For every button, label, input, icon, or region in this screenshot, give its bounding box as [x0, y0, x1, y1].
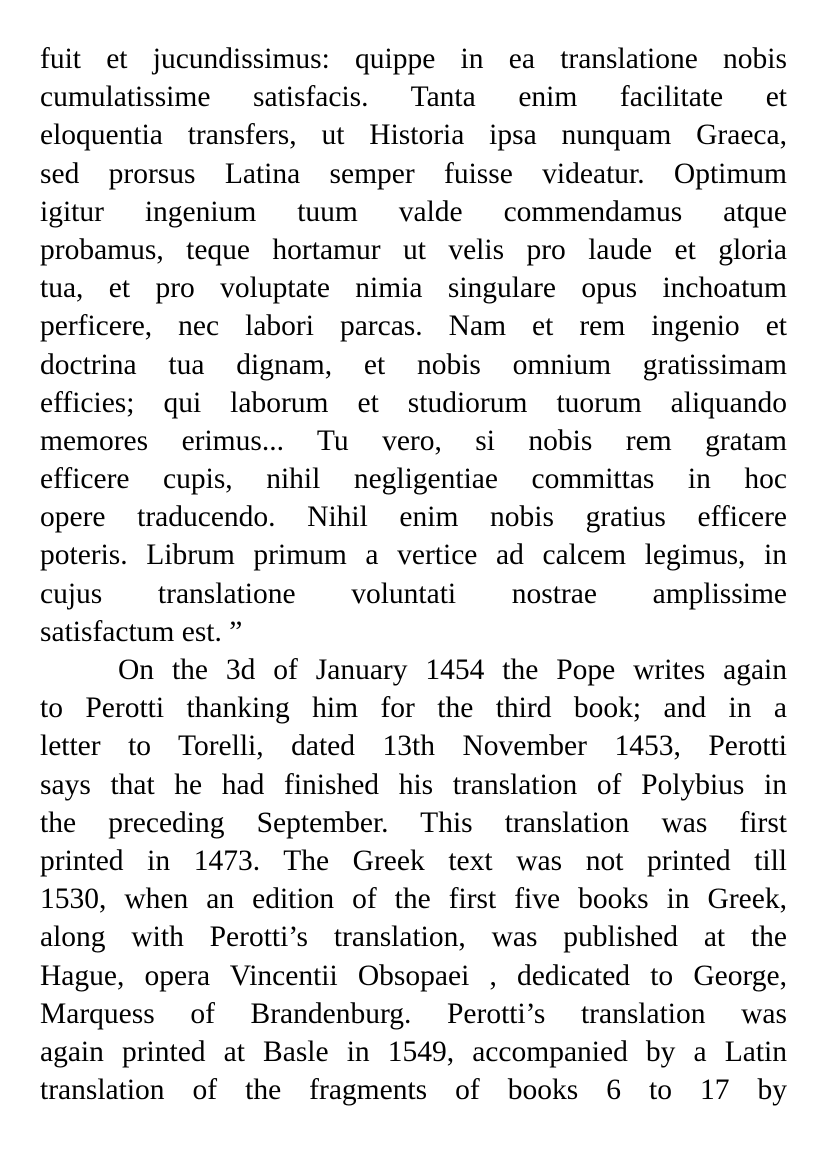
text-line: printed in 1473. The Greek text was not printed till [40, 844, 787, 877]
text-line: igitur ingenium tuum valde commendamus atque [40, 195, 787, 228]
text-line: along with Perotti’s translation, was published at the [40, 921, 787, 954]
text-line: cumulatissime satisfacis. Tanta enim facilitate et [40, 81, 787, 114]
text-line: Marquess of Brandenburg. Perotti’s translation was [40, 997, 787, 1030]
text-line: says that he had finished his translation of Polybius in [40, 768, 787, 801]
text-line: cujus translatione voluntati nostrae amplissime [40, 577, 787, 610]
text-line: satisfactum est. ” [40, 615, 243, 648]
text-line: probamus, teque hortamur ut velis pro laude et gloria [40, 233, 787, 266]
text-line: opere traducendo. Nihil enim nobis gratius efficere [40, 501, 787, 534]
text-line: eloquentia transfers, ut Historia ipsa nunquam Graeca, [40, 119, 787, 152]
text-line: perficere, nec labori parcas. Nam et rem ingenio et [40, 310, 787, 343]
text-line: letter to Torelli, dated 13th November 1453, Perotti [40, 730, 787, 763]
text-line: Hague, opera Vincentii Obsopaei , dedicated to George, [40, 959, 787, 992]
text-line: sed prorsus Latina semper fuisse videatur. Optimum [40, 157, 787, 190]
text-line: tua, et pro voluptate nimia singulare opus inchoatum [40, 272, 787, 305]
text-line: to Perotti thanking him for the third book; and in a [40, 692, 787, 725]
text-line: doctrina tua dignam, et nobis omnium gratissimam [40, 348, 787, 381]
text-line: translation of the fragments of books 6 to 17 by [40, 1074, 787, 1107]
text-line: 1530, when an edition of the first five books in Greek, [40, 883, 787, 916]
text-line: poteris. Librum primum a vertice ad calcem legimus, in [40, 539, 787, 572]
text-line: again printed at Basle in 1549, accompanied by a Latin [40, 1035, 787, 1068]
paragraph-perotti-history [40, 651, 787, 1109]
text-line: efficere cupis, nihil negligentiae committas in hoc [40, 463, 787, 496]
text-line: memores erimus... Tu vero, si nobis rem gratam [40, 424, 787, 457]
document-page [40, 40, 787, 1109]
text-line: On the 3d of January 1454 the Pope writes again [118, 654, 787, 686]
text-line: the preceding September. This translation was first [40, 806, 787, 839]
text-line: efficies; qui laborum et studiorum tuorum aliquando [40, 386, 787, 419]
text-line: fuit et jucundissimus: quippe in ea translatione nobis [40, 43, 787, 75]
paragraph-latin-quotation [40, 40, 787, 651]
